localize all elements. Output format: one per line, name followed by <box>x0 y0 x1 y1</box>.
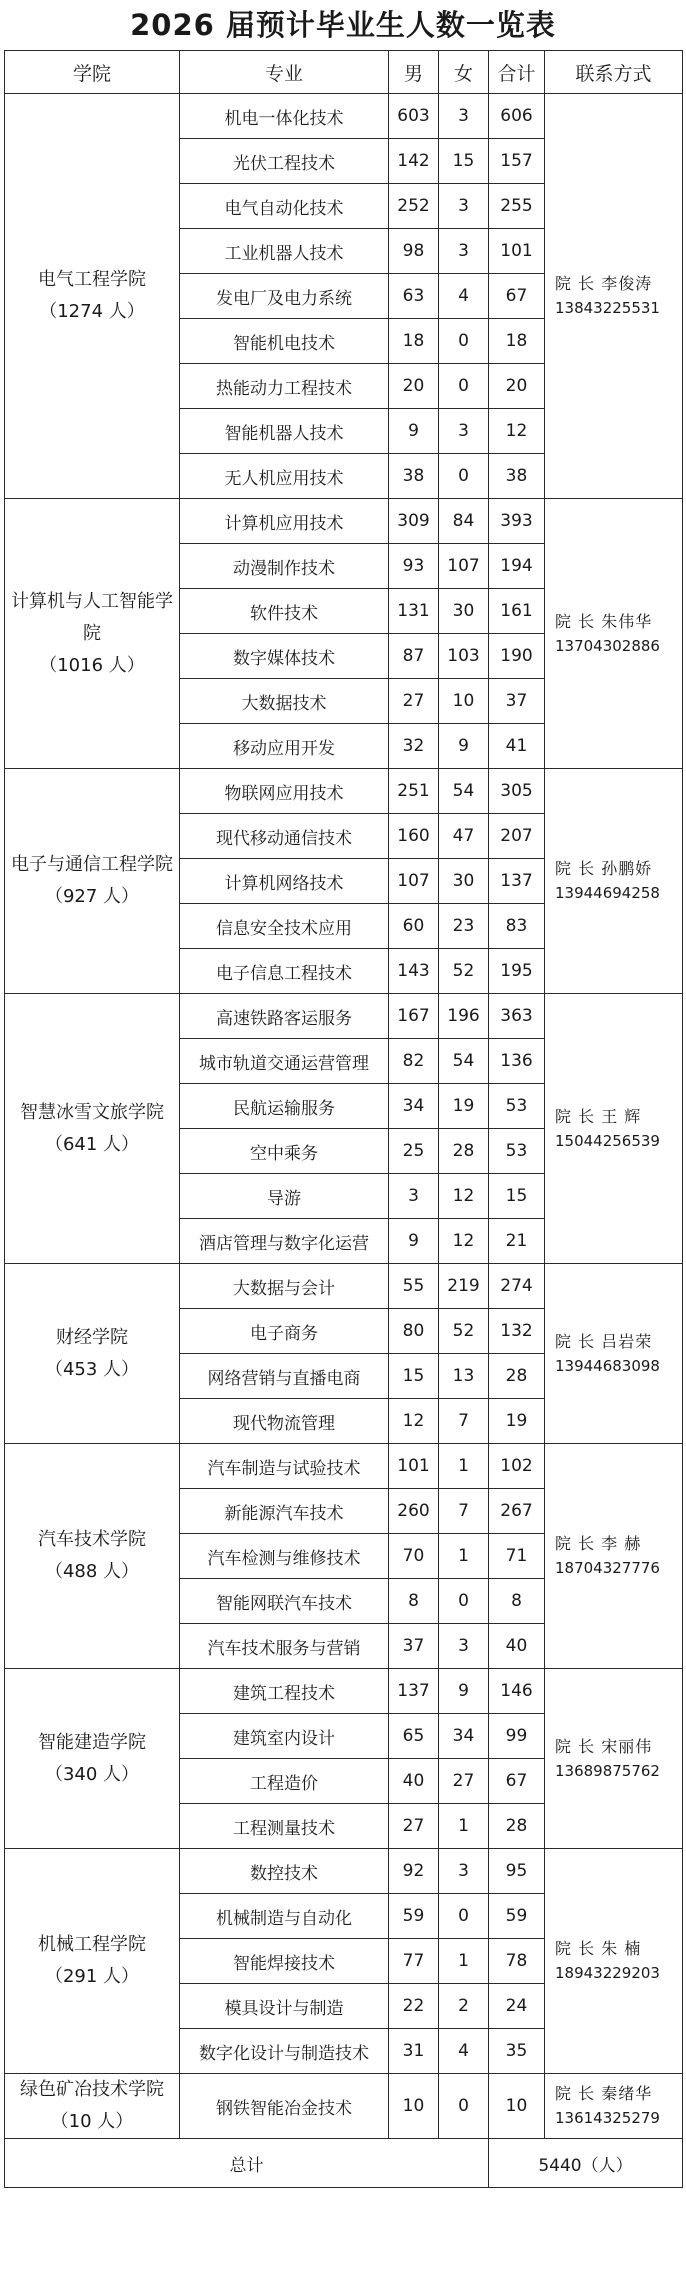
contact-title: 院 长 <box>555 611 596 631</box>
contact-person <box>555 2082 682 2106</box>
total-count: 194 <box>489 544 545 589</box>
total-count: 136 <box>489 1039 545 1084</box>
contact-cell <box>545 499 683 769</box>
female-count: 3 <box>439 94 489 139</box>
total-count: 8 <box>489 1579 545 1624</box>
contact-person <box>555 1532 682 1556</box>
major-name: 导游 <box>180 1174 389 1219</box>
total-count: 19 <box>489 1399 545 1444</box>
contact-phone: 13689875762 <box>555 1761 660 1780</box>
female-count: 3 <box>439 1624 489 1669</box>
major-name: 机械制造与自动化 <box>180 1894 389 1939</box>
female-count: 10 <box>439 679 489 724</box>
contact-person <box>555 1735 682 1759</box>
contact-cell <box>545 1264 683 1444</box>
male-count: 15 <box>389 1354 439 1399</box>
male-count: 252 <box>389 184 439 229</box>
total-value: 5440（人） <box>489 2139 683 2188</box>
major-name: 大数据技术 <box>180 679 389 724</box>
major-name: 民航运输服务 <box>180 1084 389 1129</box>
table-row <box>5 1849 683 1894</box>
total-count: 71 <box>489 1534 545 1579</box>
table-row <box>5 994 683 1039</box>
contact-name: 李 赫 <box>601 1534 642 1553</box>
female-count: 4 <box>439 2029 489 2074</box>
major-name: 计算机网络技术 <box>180 859 389 904</box>
contact-title: 院 长 <box>555 1939 596 1958</box>
major-name: 模具设计与制造 <box>180 1984 389 2029</box>
male-count: 70 <box>389 1534 439 1579</box>
female-count: 3 <box>439 409 489 454</box>
contact-name: 秦绪华 <box>601 2084 653 2103</box>
male-count: 18 <box>389 319 439 364</box>
major-name: 发电厂及电力系统 <box>180 274 389 319</box>
contact-person <box>555 610 682 634</box>
college-name: 财经学院 <box>56 1326 128 1348</box>
major-name: 移动应用开发 <box>180 724 389 769</box>
female-count: 1 <box>439 1444 489 1489</box>
major-name: 电子信息工程技术 <box>180 949 389 994</box>
college-name: 绿色矿冶技术学院 <box>20 2079 164 2100</box>
female-count: 0 <box>439 454 489 499</box>
total-count: 53 <box>489 1129 545 1174</box>
male-count: 55 <box>389 1264 439 1309</box>
male-count: 40 <box>389 1759 439 1804</box>
major-name: 网络营销与直播电商 <box>180 1354 389 1399</box>
table-body <box>5 94 683 2139</box>
male-count: 98 <box>389 229 439 274</box>
total-count: 606 <box>489 94 545 139</box>
major-name: 信息安全技术应用 <box>180 904 389 949</box>
college-cell <box>5 1669 180 1849</box>
female-count: 23 <box>439 904 489 949</box>
female-count: 9 <box>439 724 489 769</box>
total-count: 24 <box>489 1984 545 2029</box>
table-row <box>5 94 683 139</box>
contact-person <box>555 1937 682 1961</box>
female-count: 13 <box>439 1354 489 1399</box>
header-female: 女 <box>439 51 489 94</box>
major-name: 电子商务 <box>180 1309 389 1354</box>
total-count: 207 <box>489 814 545 859</box>
male-count: 22 <box>389 1984 439 2029</box>
header-college: 学院 <box>5 51 180 94</box>
header-contact: 联系方式 <box>545 51 683 94</box>
total-count: 137 <box>489 859 545 904</box>
male-count: 251 <box>389 769 439 814</box>
female-count: 2 <box>439 1984 489 2029</box>
female-count: 54 <box>439 769 489 814</box>
female-count: 19 <box>439 1084 489 1129</box>
total-count: 12 <box>489 409 545 454</box>
major-name: 空中乘务 <box>180 1129 389 1174</box>
major-name: 现代物流管理 <box>180 1399 389 1444</box>
male-count: 3 <box>389 1174 439 1219</box>
major-name: 智能机电技术 <box>180 319 389 364</box>
male-count: 27 <box>389 679 439 724</box>
college-name: 计算机与人工智能学院 <box>11 590 173 644</box>
female-count: 107 <box>439 544 489 589</box>
female-count: 15 <box>439 139 489 184</box>
header-male: 男 <box>389 51 439 94</box>
college-count: （488 人） <box>44 1561 140 1582</box>
total-count: 363 <box>489 994 545 1039</box>
total-count: 67 <box>489 1759 545 1804</box>
major-name: 建筑工程技术 <box>180 1669 389 1714</box>
major-name: 光伏工程技术 <box>180 139 389 184</box>
contact-cell <box>545 2074 683 2139</box>
major-name: 建筑室内设计 <box>180 1714 389 1759</box>
female-count: 0 <box>439 1579 489 1624</box>
contact-title: 院 长 <box>555 1534 596 1553</box>
male-count: 87 <box>389 634 439 679</box>
college-name: 机械工程学院 <box>38 1934 146 1955</box>
female-count: 12 <box>439 1219 489 1264</box>
male-count: 32 <box>389 724 439 769</box>
major-name: 汽车检测与维修技术 <box>180 1534 389 1579</box>
contact-person <box>555 272 682 296</box>
table-row <box>5 769 683 814</box>
college-name: 智能建造学院 <box>38 1731 146 1753</box>
female-count: 47 <box>439 814 489 859</box>
female-count: 7 <box>439 1489 489 1534</box>
female-count: 1 <box>439 1939 489 1984</box>
table-row <box>5 1444 683 1489</box>
major-name: 现代移动通信技术 <box>180 814 389 859</box>
contact-title: 院 长 <box>555 1106 596 1126</box>
contact-phone: 18704327776 <box>555 1559 660 1577</box>
total-count: 37 <box>489 679 545 724</box>
graduates-table <box>4 50 683 2188</box>
total-count: 99 <box>489 1714 545 1759</box>
male-count: 37 <box>389 1624 439 1669</box>
contact-title: 院 长 <box>555 2084 596 2103</box>
female-count: 30 <box>439 589 489 634</box>
header-total: 合计 <box>489 51 545 94</box>
college-count: （1274 人） <box>39 301 145 322</box>
major-name: 智能网联汽车技术 <box>180 1579 389 1624</box>
contact-cell <box>545 1444 683 1669</box>
contact-phone: 13704302886 <box>555 636 660 655</box>
male-count: 20 <box>389 364 439 409</box>
total-count: 146 <box>489 1669 545 1714</box>
total-count: 18 <box>489 319 545 364</box>
major-name: 钢铁智能冶金技术 <box>180 2074 389 2139</box>
total-count: 274 <box>489 1264 545 1309</box>
table-row <box>5 499 683 544</box>
total-count: 20 <box>489 364 545 409</box>
college-cell <box>5 2074 180 2139</box>
female-count: 12 <box>439 1174 489 1219</box>
college-cell <box>5 769 180 994</box>
total-count: 28 <box>489 1354 545 1399</box>
college-count: （641 人） <box>44 1133 140 1155</box>
female-count: 219 <box>439 1264 489 1309</box>
contact-cell <box>545 1669 683 1849</box>
total-count: 305 <box>489 769 545 814</box>
male-count: 38 <box>389 454 439 499</box>
major-name: 高速铁路客运服务 <box>180 994 389 1039</box>
female-count: 52 <box>439 1309 489 1354</box>
male-count: 131 <box>389 589 439 634</box>
college-cell <box>5 94 180 499</box>
major-name: 热能动力工程技术 <box>180 364 389 409</box>
female-count: 52 <box>439 949 489 994</box>
male-count: 82 <box>389 1039 439 1084</box>
header-major: 专业 <box>180 51 389 94</box>
major-name: 城市轨道交通运营管理 <box>180 1039 389 1084</box>
male-count: 9 <box>389 1219 439 1264</box>
total-count: 67 <box>489 274 545 319</box>
total-count: 95 <box>489 1849 545 1894</box>
male-count: 93 <box>389 544 439 589</box>
contact-name: 王 辉 <box>601 1106 642 1126</box>
female-count: 27 <box>439 1759 489 1804</box>
college-cell <box>5 499 180 769</box>
college-count: （340 人） <box>44 1763 140 1785</box>
total-count: 28 <box>489 1804 545 1849</box>
contact-title: 院 长 <box>555 274 596 293</box>
total-count: 38 <box>489 454 545 499</box>
contact-title: 院 长 <box>555 859 596 878</box>
total-count: 21 <box>489 1219 545 1264</box>
female-count: 3 <box>439 1849 489 1894</box>
major-name: 智能机器人技术 <box>180 409 389 454</box>
total-count: 35 <box>489 2029 545 2074</box>
total-row <box>5 2139 683 2188</box>
contact-person <box>555 1330 682 1354</box>
total-count: 59 <box>489 1894 545 1939</box>
female-count: 1 <box>439 1534 489 1579</box>
female-count: 30 <box>439 859 489 904</box>
male-count: 63 <box>389 274 439 319</box>
female-count: 0 <box>439 1894 489 1939</box>
total-count: 41 <box>489 724 545 769</box>
male-count: 25 <box>389 1129 439 1174</box>
male-count: 92 <box>389 1849 439 1894</box>
table-row <box>5 2074 683 2139</box>
major-name: 汽车制造与试验技术 <box>180 1444 389 1489</box>
male-count: 12 <box>389 1399 439 1444</box>
male-count: 137 <box>389 1669 439 1714</box>
contact-name: 吕岩荣 <box>601 1331 653 1351</box>
college-count: （453 人） <box>44 1358 140 1380</box>
female-count: 0 <box>439 364 489 409</box>
female-count: 28 <box>439 1129 489 1174</box>
college-cell <box>5 1264 180 1444</box>
contact-name: 孙鹏娇 <box>601 859 653 878</box>
major-name: 数字化设计与制造技术 <box>180 2029 389 2074</box>
female-count: 54 <box>439 1039 489 1084</box>
header-row <box>5 51 683 94</box>
major-name: 计算机应用技术 <box>180 499 389 544</box>
male-count: 59 <box>389 1894 439 1939</box>
male-count: 65 <box>389 1714 439 1759</box>
college-count: （10 人） <box>50 2111 134 2132</box>
major-name: 汽车技术服务与营销 <box>180 1624 389 1669</box>
contact-name: 朱伟华 <box>601 611 653 631</box>
total-count: 161 <box>489 589 545 634</box>
contact-name: 李俊涛 <box>601 274 653 293</box>
major-name: 动漫制作技术 <box>180 544 389 589</box>
total-count: 15 <box>489 1174 545 1219</box>
major-name: 软件技术 <box>180 589 389 634</box>
major-name: 新能源汽车技术 <box>180 1489 389 1534</box>
contact-title: 院 长 <box>555 1331 596 1351</box>
male-count: 60 <box>389 904 439 949</box>
male-count: 143 <box>389 949 439 994</box>
total-count: 195 <box>489 949 545 994</box>
contact-person <box>555 857 682 881</box>
female-count: 103 <box>439 634 489 679</box>
table-row <box>5 1264 683 1309</box>
contact-phone: 18943229203 <box>555 1964 660 1982</box>
male-count: 80 <box>389 1309 439 1354</box>
male-count: 9 <box>389 409 439 454</box>
total-count: 393 <box>489 499 545 544</box>
college-name: 智慧冰雪文旅学院 <box>20 1101 164 1123</box>
major-name: 工业机器人技术 <box>180 229 389 274</box>
page-title: 2026 届预计毕业生人数一览表 <box>130 8 556 42</box>
college-name: 电子与通信工程学院 <box>11 854 173 875</box>
female-count: 34 <box>439 1714 489 1759</box>
contact-phone: 13843225531 <box>555 299 660 317</box>
major-name: 数字媒体技术 <box>180 634 389 679</box>
college-cell <box>5 1444 180 1669</box>
male-count: 167 <box>389 994 439 1039</box>
male-count: 10 <box>389 2074 439 2139</box>
major-name: 大数据与会计 <box>180 1264 389 1309</box>
female-count: 0 <box>439 319 489 364</box>
total-count: 83 <box>489 904 545 949</box>
college-count: （1016 人） <box>39 654 145 676</box>
college-name: 汽车技术学院 <box>38 1529 146 1550</box>
male-count: 142 <box>389 139 439 184</box>
female-count: 3 <box>439 229 489 274</box>
contact-phone: 13614325279 <box>555 2109 660 2127</box>
total-count: 267 <box>489 1489 545 1534</box>
total-label: 总计 <box>5 2139 489 2188</box>
contact-cell <box>545 769 683 994</box>
table-row <box>5 1669 683 1714</box>
contact-name: 朱 楠 <box>601 1939 642 1958</box>
contact-title: 院 长 <box>555 1736 596 1756</box>
contact-name: 宋丽伟 <box>601 1736 653 1756</box>
contact-cell <box>545 994 683 1264</box>
college-cell <box>5 994 180 1264</box>
male-count: 101 <box>389 1444 439 1489</box>
female-count: 84 <box>439 499 489 544</box>
total-count: 157 <box>489 139 545 184</box>
total-count: 190 <box>489 634 545 679</box>
female-count: 9 <box>439 1669 489 1714</box>
male-count: 603 <box>389 94 439 139</box>
major-name: 酒店管理与数字化运营 <box>180 1219 389 1264</box>
total-count: 101 <box>489 229 545 274</box>
male-count: 160 <box>389 814 439 859</box>
male-count: 309 <box>389 499 439 544</box>
total-count: 40 <box>489 1624 545 1669</box>
contact-phone: 13944683098 <box>555 1356 660 1375</box>
female-count: 3 <box>439 184 489 229</box>
male-count: 34 <box>389 1084 439 1129</box>
male-count: 77 <box>389 1939 439 1984</box>
major-name: 电气自动化技术 <box>180 184 389 229</box>
female-count: 1 <box>439 1804 489 1849</box>
contact-cell <box>545 94 683 499</box>
college-name: 电气工程学院 <box>38 269 146 290</box>
major-name: 无人机应用技术 <box>180 454 389 499</box>
major-name: 工程造价 <box>180 1759 389 1804</box>
male-count: 27 <box>389 1804 439 1849</box>
total-count: 10 <box>489 2074 545 2139</box>
male-count: 260 <box>389 1489 439 1534</box>
female-count: 4 <box>439 274 489 319</box>
college-count: （291 人） <box>44 1966 140 1987</box>
contact-phone: 15044256539 <box>555 1131 660 1150</box>
contact-cell <box>545 1849 683 2074</box>
major-name: 工程测量技术 <box>180 1804 389 1849</box>
total-count: 78 <box>489 1939 545 1984</box>
college-count: （927 人） <box>44 886 140 907</box>
major-name: 智能焊接技术 <box>180 1939 389 1984</box>
major-name: 物联网应用技术 <box>180 769 389 814</box>
male-count: 107 <box>389 859 439 904</box>
contact-phone: 13944694258 <box>555 884 660 902</box>
total-count: 255 <box>489 184 545 229</box>
major-name: 机电一体化技术 <box>180 94 389 139</box>
major-name: 数控技术 <box>180 1849 389 1894</box>
college-cell <box>5 1849 180 2074</box>
female-count: 0 <box>439 2074 489 2139</box>
total-count: 102 <box>489 1444 545 1489</box>
contact-person <box>555 1105 682 1129</box>
male-count: 31 <box>389 2029 439 2074</box>
female-count: 196 <box>439 994 489 1039</box>
total-count: 132 <box>489 1309 545 1354</box>
female-count: 7 <box>439 1399 489 1444</box>
total-count: 53 <box>489 1084 545 1129</box>
male-count: 8 <box>389 1579 439 1624</box>
